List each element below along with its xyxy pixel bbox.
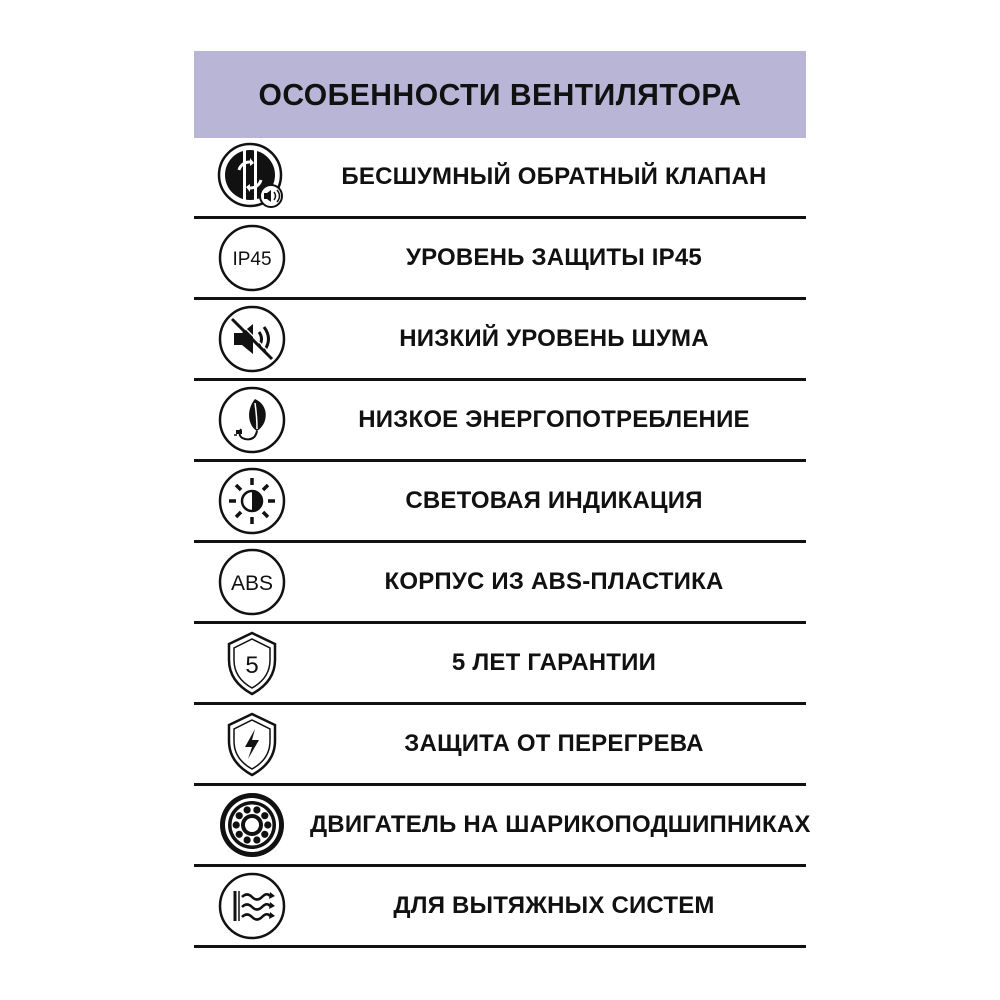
feature-row-ball-bearing bbox=[194, 786, 811, 867]
ip45-icon bbox=[194, 219, 310, 297]
feature-label: ДЛЯ ВЫТЯЖНЫХ СИСТЕМ bbox=[393, 892, 715, 919]
feature-row-warranty bbox=[194, 624, 806, 705]
shield-5-icon-text: 5 bbox=[245, 652, 259, 679]
bearing-ball bbox=[236, 831, 243, 838]
shield-5-icon bbox=[194, 624, 310, 702]
features-card bbox=[194, 51, 811, 948]
bearing-ball bbox=[244, 806, 251, 813]
feature-row-abs bbox=[194, 543, 806, 624]
features-title: ОСОБЕННОСТИ ВЕНТИЛЯТОРА bbox=[258, 76, 742, 112]
feature-row-silent-valve bbox=[194, 138, 806, 219]
feature-row-low-noise bbox=[194, 300, 806, 381]
feature-row-ip45 bbox=[194, 219, 806, 300]
sun-indicator-icon bbox=[194, 462, 310, 540]
bearing-ball bbox=[244, 836, 251, 843]
exhaust-waves-icon bbox=[194, 867, 310, 945]
abs-icon bbox=[194, 543, 310, 621]
feature-label: ДВИГАТЕЛЬ НА ШАРИКОПОДШИПНИКАХ bbox=[310, 811, 811, 838]
feature-label: НИЗКОЕ ЭНЕРГОПОТРЕБЛЕНИЕ bbox=[358, 406, 750, 433]
bearing-ball bbox=[264, 821, 271, 828]
feature-label: 5 ЛЕТ ГАРАНТИИ bbox=[451, 649, 657, 676]
abs-icon-text: ABS bbox=[230, 572, 274, 595]
bearing-ball bbox=[253, 806, 260, 813]
features-header bbox=[194, 51, 806, 138]
bearing-ball bbox=[261, 812, 268, 819]
feature-row-low-energy bbox=[194, 381, 806, 462]
feature-label: УРОВЕНЬ ЗАЩИТЫ IP45 bbox=[406, 244, 702, 271]
bearing-ball bbox=[261, 831, 268, 838]
feature-row-light-indication bbox=[194, 462, 806, 543]
mute-speaker-icon bbox=[194, 300, 310, 378]
feature-label: ЗАЩИТА ОТ ПЕРЕГРЕВА bbox=[404, 730, 704, 757]
shield-lightning-icon bbox=[194, 705, 310, 783]
ball-bearing-icon bbox=[194, 786, 310, 864]
feature-row-overheat bbox=[194, 705, 806, 786]
feature-label: КОРПУС ИЗ ABS-ПЛАСТИКА bbox=[384, 568, 724, 595]
leaf-plug-icon bbox=[194, 381, 310, 459]
ip45-icon-text: IP45 bbox=[232, 249, 272, 270]
features-list bbox=[194, 138, 811, 948]
feature-label: БЕСШУМНЫЙ ОБРАТНЫЙ КЛАПАН bbox=[341, 163, 767, 190]
feature-row-exhaust bbox=[194, 867, 806, 948]
bearing-ball bbox=[233, 821, 240, 828]
feature-label: СВЕТОВАЯ ИНДИКАЦИЯ bbox=[405, 487, 703, 514]
silent-check-valve-icon bbox=[194, 138, 310, 216]
bearing-ball bbox=[253, 836, 260, 843]
feature-label: НИЗКИЙ УРОВЕНЬ ШУМА bbox=[399, 325, 709, 352]
bearing-ball bbox=[236, 812, 243, 819]
